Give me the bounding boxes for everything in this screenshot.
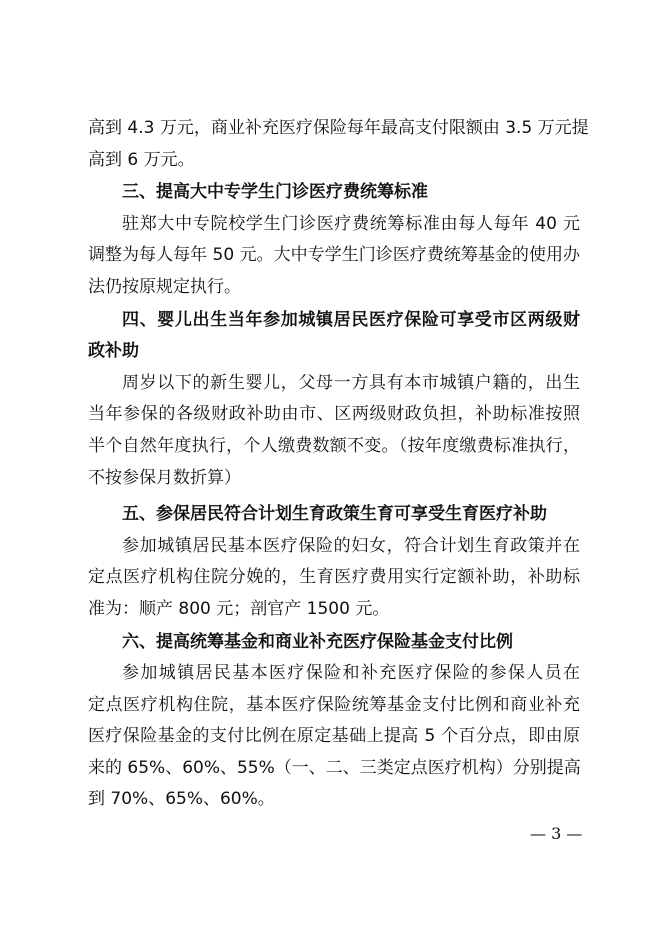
page-number: — 3 — xyxy=(530,824,583,843)
paragraph xyxy=(88,113,589,176)
section-heading xyxy=(88,627,580,659)
text-line: 周岁以下的新生婴儿，父母一方具有本市城镇户籍的，出生 xyxy=(122,372,580,393)
text-line: 半个自然年度执行，个人缴费数额不变。（按年度缴费标准执行， xyxy=(88,435,580,456)
paragraph xyxy=(88,368,580,494)
text-line: 当年参保的各级财政补助由市、区两级财政负担，补助标准按照 xyxy=(88,404,580,425)
text-line: 六、提高统筹基金和商业补充医疗保险基金支付比例 xyxy=(122,631,513,652)
text-line: 准为：顺产 800 元；剖官产 1500 元。 xyxy=(88,598,390,619)
text-line: 驻郑大中专院校学生门诊医疗费统筹标准由每人每年 40 元 xyxy=(122,213,580,234)
section-heading xyxy=(88,499,580,531)
paragraph xyxy=(88,531,580,626)
text-line: 到 70%、65%、60%。 xyxy=(88,789,275,810)
text-line: 医疗保险基金的支付比例在原定基础上提高 5 个百分点，即由原 xyxy=(88,726,580,747)
section-heading xyxy=(88,305,580,368)
text-line: 参加城镇居民基本医疗保险和补充医疗保险的参保人员在 xyxy=(122,663,580,684)
text-line: 三、提高大中专学生门诊医疗费统筹标准 xyxy=(122,182,428,203)
text-line: 来的 65%、60%、55%（一、二、三类定点医疗机构）分别提高 xyxy=(88,757,581,778)
text-line: 高到 6 万元。 xyxy=(88,149,195,170)
text-line: 四、婴儿出生当年参加城镇居民医疗保险可享受市区两级财 xyxy=(122,309,580,330)
paragraph xyxy=(88,209,580,304)
text-line: 定点医疗机构住院，基本医疗保险统筹基金支付比例和商业补充 xyxy=(88,694,580,715)
paragraph xyxy=(88,658,580,816)
document-page xyxy=(88,113,589,816)
text-line: 调整为每人每年 50 元。大中专学生门诊医疗费统筹基金的使用办 xyxy=(88,245,580,266)
text-line: 高到 4.3 万元，商业补充医疗保险每年最高支付限额由 3.5 万元提 xyxy=(88,118,589,138)
text-line: 法仍按原规定执行。 xyxy=(88,276,241,297)
text-line: 参加城镇居民基本医疗保险的妇女，符合计划生育政策并在 xyxy=(122,535,580,556)
text-line: 不按参保月数折算） xyxy=(88,467,241,488)
text-line: 五、参保居民符合计划生育政策生育可享受生育医疗补助 xyxy=(122,504,547,525)
text-line: 定点医疗机构住院分娩的，生育医疗费用实行定额补助，补助标 xyxy=(88,567,580,588)
text-line: 政补助 xyxy=(88,341,139,362)
section-heading xyxy=(88,177,580,209)
